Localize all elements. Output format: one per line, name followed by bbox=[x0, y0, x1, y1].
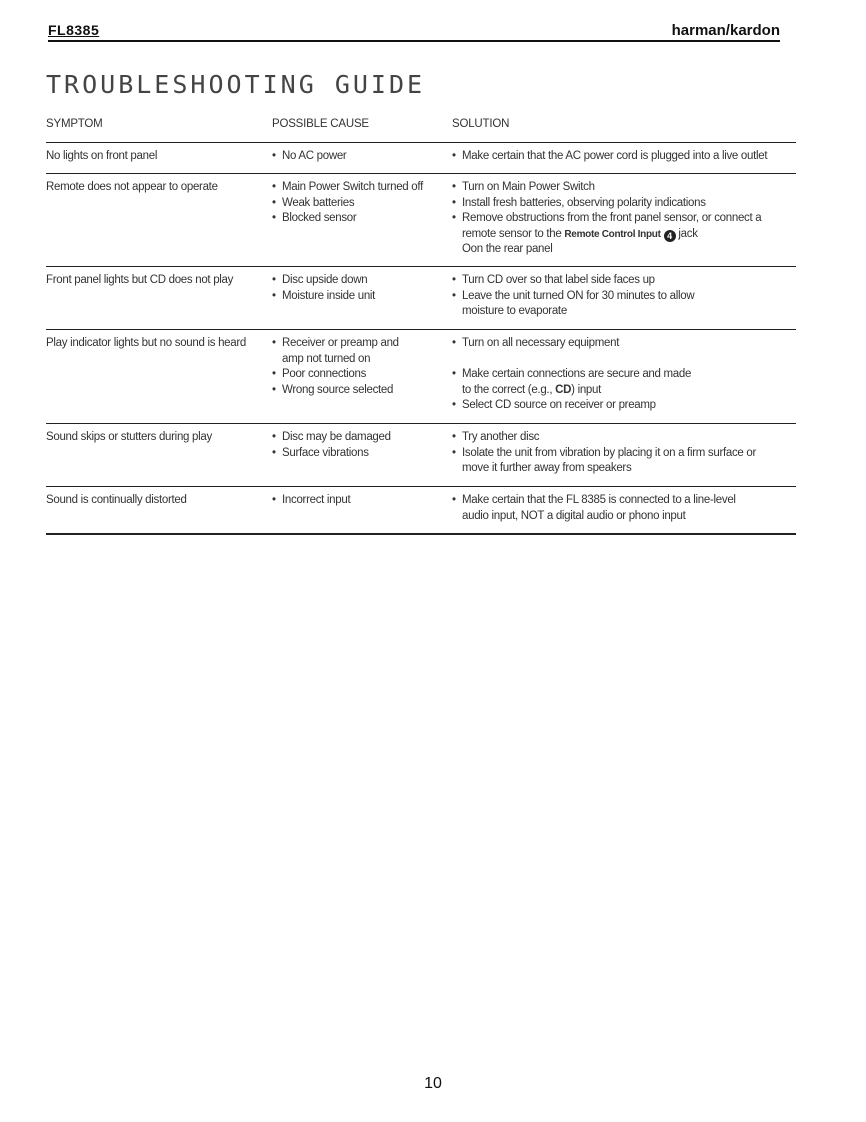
solution-item: • Make certain that the AC power cord is plugged into a live outlet bbox=[452, 149, 792, 165]
solution-cell bbox=[452, 273, 712, 320]
cause-item: • No AC power bbox=[272, 149, 437, 165]
table-row bbox=[46, 143, 796, 174]
cause-item: • Weak batteries bbox=[272, 196, 437, 212]
table-row bbox=[46, 267, 796, 330]
cause-cell bbox=[272, 180, 437, 227]
symptom-cell: No lights on front panel bbox=[46, 150, 158, 162]
page-title: TROUBLESHOOTING GUIDE bbox=[46, 70, 426, 99]
model-name: FL8385 bbox=[48, 22, 100, 38]
solution-item: • Try another disc bbox=[452, 430, 772, 446]
cause-cell bbox=[272, 493, 437, 509]
table-row bbox=[46, 330, 796, 424]
symptom-cell: Sound skips or stutters during play bbox=[46, 431, 212, 443]
solution-text: Remove obstructions from the front panel sensor, or connect a remote sensor to the bbox=[462, 212, 762, 240]
cause-cell bbox=[272, 273, 437, 304]
solution-cell bbox=[452, 336, 702, 414]
solution-item bbox=[452, 367, 702, 398]
symptom-cell: Sound is continually distorted bbox=[46, 494, 187, 506]
solution-item: • Turn on Main Power Switch bbox=[452, 180, 792, 196]
solution-cell bbox=[452, 180, 792, 258]
cause-item: • Blocked sensor bbox=[272, 211, 437, 227]
troubleshooting-table bbox=[46, 114, 796, 535]
cause-item: • Wrong source selected bbox=[272, 383, 422, 399]
solution-item: • Isolate the unit from vibration by placing it on a firm surface or move it further away from speakers bbox=[452, 446, 772, 477]
solution-cell bbox=[452, 430, 772, 477]
symptom-cell: Front panel lights but CD does not play bbox=[46, 274, 234, 286]
table-row bbox=[46, 487, 796, 535]
cd-label: CD bbox=[555, 383, 572, 396]
cause-item: • Poor connections bbox=[272, 367, 422, 383]
solution-item: • Turn on all necessary equipment bbox=[452, 336, 702, 352]
solution-text: Make certain connections are secure and made to the correct (e.g., bbox=[462, 368, 692, 396]
cause-item: • Surface vibrations bbox=[272, 446, 437, 462]
column-header-cause: POSSIBLE CAUSE bbox=[272, 118, 369, 130]
cause-item: • Disc upside down bbox=[272, 273, 437, 289]
table-row bbox=[46, 174, 796, 267]
solution-cell bbox=[452, 493, 752, 524]
solution-item bbox=[452, 211, 792, 258]
solution-item: • Turn CD over so that label side faces up bbox=[452, 273, 712, 289]
table-header bbox=[46, 114, 796, 143]
solution-item: • Select CD source on receiver or preamp bbox=[452, 398, 702, 414]
brand-logo: harman/kardon bbox=[671, 22, 780, 39]
solution-item: • Make certain that the FL 8385 is connected to a line-level audio input, NOT a digital audio or phono input bbox=[452, 493, 752, 524]
solution-text: jack bbox=[678, 227, 698, 240]
cause-cell bbox=[272, 149, 437, 165]
solution-item: • Leave the unit turned ON for 30 minutes to allow moisture to evaporate bbox=[452, 289, 712, 320]
column-header-solution: SOLUTION bbox=[452, 118, 510, 130]
cause-item: • Main Power Switch turned off bbox=[272, 180, 437, 196]
solution-text: ) input bbox=[571, 383, 602, 396]
page-header bbox=[48, 22, 780, 42]
cause-item: • Moisture inside unit bbox=[272, 289, 437, 305]
remote-control-input-label: Remote Control Input bbox=[564, 228, 661, 240]
table-row bbox=[46, 424, 796, 487]
solution-item: • Install fresh batteries, observing polarity indications bbox=[452, 196, 792, 212]
cause-item: • Receiver or preamp and amp not turned on bbox=[272, 336, 422, 367]
solution-cell bbox=[452, 149, 792, 165]
solution-text: Oon the rear panel bbox=[462, 243, 553, 255]
cause-item: • Disc may be damaged bbox=[272, 430, 437, 446]
cause-cell bbox=[272, 430, 437, 461]
cause-cell bbox=[272, 336, 422, 398]
page-number: 10 bbox=[424, 1075, 442, 1092]
symptom-cell: Play indicator lights but no sound is heard bbox=[46, 337, 246, 349]
column-header-symptom: SYMPTOM bbox=[46, 118, 103, 130]
cause-item: • Incorrect input bbox=[272, 493, 437, 509]
symptom-cell: Remote does not appear to operate bbox=[46, 181, 218, 193]
badge-number-icon: 4 bbox=[664, 230, 676, 242]
